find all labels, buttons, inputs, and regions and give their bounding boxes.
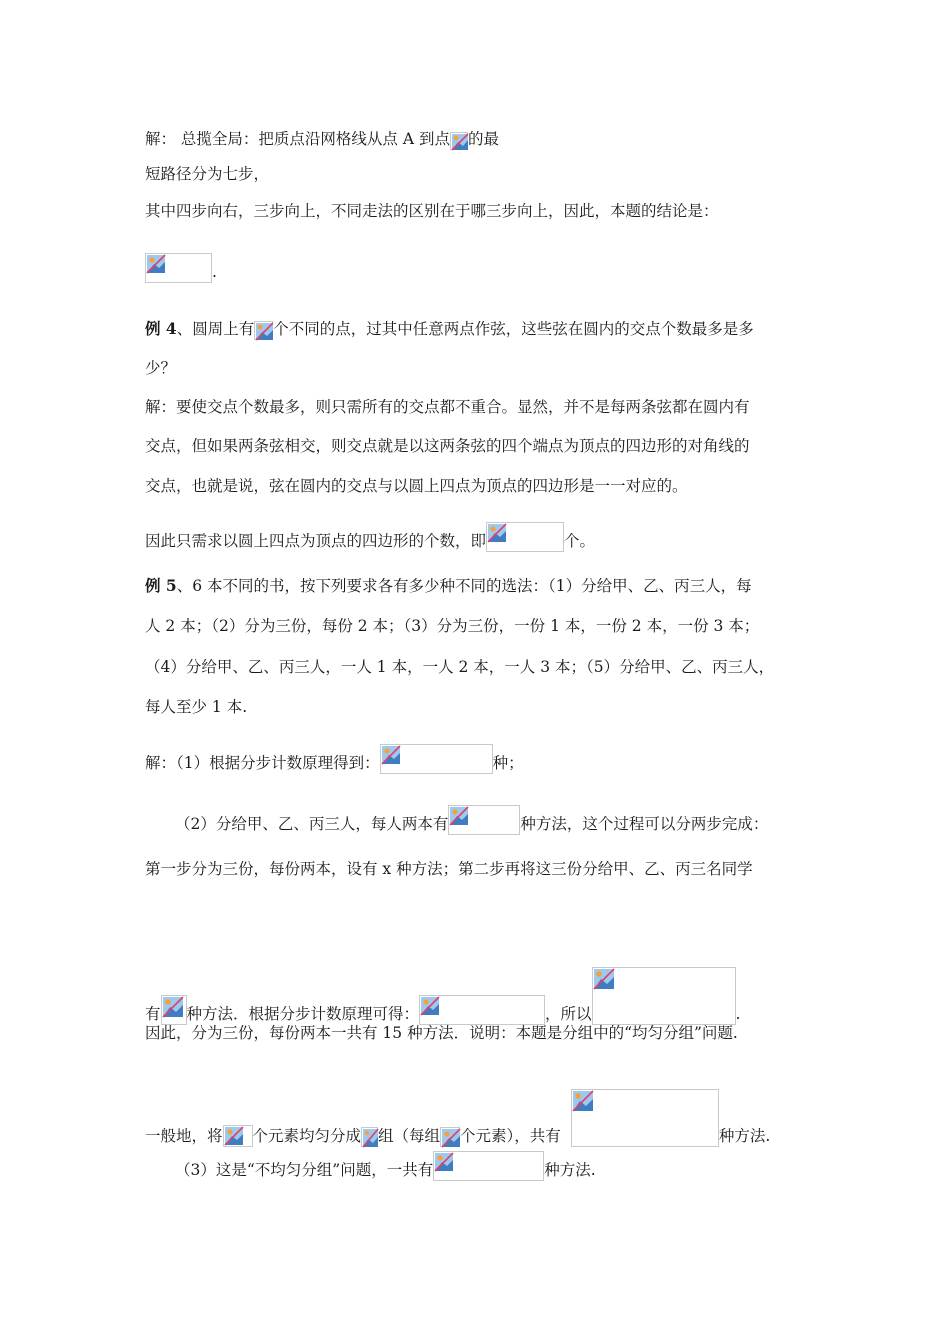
- text: 种方法．根据分步计数原理可得：: [186, 1005, 420, 1023]
- text: .: [735, 1005, 741, 1023]
- example-5-line-4: 每人至少 1 本.: [145, 698, 248, 716]
- text: （3）这是“不均匀分组”问题，一共有: [175, 1161, 434, 1179]
- broken-image-icon: [380, 744, 493, 774]
- broken-image-icon: [161, 995, 187, 1025]
- text: 一般地，将: [145, 1127, 223, 1145]
- text: 解： 总揽全局：把质点沿网格线从点 A 到点: [145, 130, 450, 148]
- solution-line-3: 其中四步向右，三步向上，不同走法的区别在于哪三步向上，因此，本题的结论是：: [145, 202, 719, 220]
- example-4-line-1: [145, 318, 754, 340]
- text: ，所以: [545, 1005, 592, 1023]
- solution-line-1: [145, 128, 499, 150]
- text: 有: [145, 1005, 161, 1023]
- broken-image-icon: [440, 1127, 460, 1147]
- broken-image-icon: [361, 1127, 378, 1147]
- solution-5-2: [175, 805, 768, 835]
- solution-5-2-line-2: 第一步分为三份，每份两本，设有 x 种方法；第二步再将这三份分给甲、乙、丙三名同学: [145, 860, 753, 878]
- example-4-line-4: 交点，但如果两条弦相交，则交点就是以这两条弦的四个端点为顶点的四边形的对角线的: [145, 437, 750, 455]
- broken-image-icon: [254, 321, 273, 340]
- text: 的最: [467, 130, 499, 148]
- solution-line-4: [145, 253, 217, 283]
- broken-image-icon: [571, 1089, 719, 1147]
- text: 、圆周上有: [176, 320, 255, 338]
- text: .: [212, 263, 217, 281]
- broken-image-icon: [592, 967, 736, 1025]
- text: 因此只需求以圆上四点为顶点的四边形的个数，即: [145, 532, 487, 550]
- text: 个元素），共有: [460, 1127, 561, 1145]
- broken-image-icon: [145, 253, 212, 283]
- example-4-line-2: 少？: [145, 359, 177, 377]
- broken-image-icon: [223, 1125, 253, 1147]
- text: 个。: [564, 532, 596, 550]
- example-5-line-1: [145, 575, 752, 597]
- broken-image-icon: [419, 995, 545, 1025]
- text: 个不同的点，过其中任意两点作弦，这些弦在圆内的交点个数最多是多: [273, 320, 754, 338]
- text: 、6 本不同的书，按下列要求各有多少种不同的选法：（1）分给甲、乙、丙三人，每: [176, 577, 752, 595]
- solution-5-2-line-4: 因此，分为三份，每份两本一共有 15 种方法．说明：本题是分组中的“均匀分组”问题.: [145, 1024, 738, 1042]
- solution-5-2-line-3: [145, 967, 740, 1025]
- solution-line-2: 短路径分为七步，: [145, 165, 270, 183]
- broken-image-icon: [433, 1151, 544, 1181]
- solution-5-3: [175, 1151, 596, 1181]
- solution-5-2-line-5: [145, 1089, 770, 1147]
- text: 个元素均匀分成: [252, 1127, 362, 1145]
- example-4-line-6: [145, 522, 595, 552]
- solution-5-1: [145, 744, 524, 774]
- text: 种方法.: [718, 1127, 771, 1145]
- text: 种方法.: [544, 1161, 596, 1179]
- text: 种；: [492, 754, 524, 772]
- example-4-line-5: 交点，也就是说，弦在圆内的交点与以圆上四点为顶点的四边形是一一对应的。: [145, 477, 688, 495]
- text: 种方法，这个过程可以分两步完成：: [520, 815, 769, 833]
- text: （2）分给甲、乙、丙三人，每人两本有: [175, 815, 449, 833]
- example-label: 例 4: [145, 319, 177, 338]
- example-label: 例 5: [145, 576, 177, 595]
- example-5-line-2: 人 2 本；（2）分为三份，每份 2 本；（3）分为三份，一份 1 本，一份 2 本，一份 3 本；: [145, 617, 760, 635]
- broken-image-icon: [450, 132, 468, 150]
- broken-image-icon: [448, 805, 520, 835]
- text: 组（每组: [378, 1127, 441, 1145]
- example-5-line-3: （4）分给甲、乙、丙三人，一人 1 本，一人 2 本，一人 3 本；（5）分给甲、乙、丙三人，: [145, 658, 775, 676]
- text: 解：（1）根据分步计数原理得到：: [145, 754, 380, 772]
- broken-image-icon: [486, 522, 564, 552]
- example-4-line-3: 解：要使交点个数最多，则只需所有的交点都不重合。显然，并不是每两条弦都在圆内有: [145, 398, 750, 416]
